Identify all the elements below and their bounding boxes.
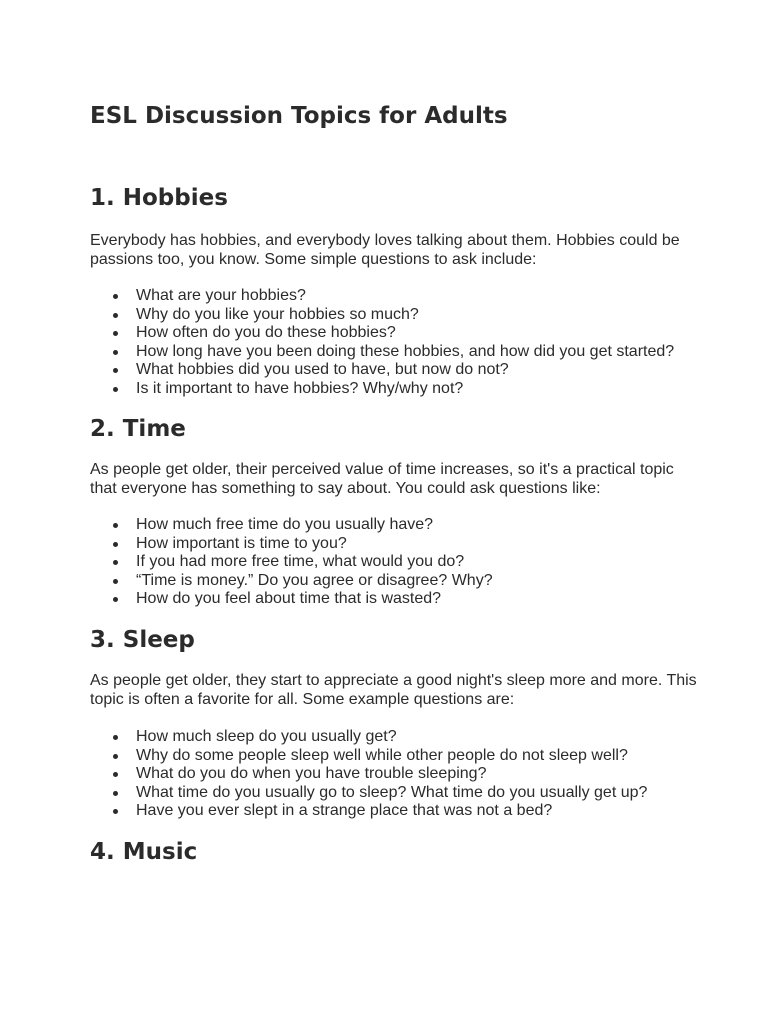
bullet-icon: [113, 523, 118, 528]
question-item: [90, 535, 493, 554]
bullet-icon: [113, 331, 118, 336]
question-item: [90, 784, 647, 803]
question-item: [90, 343, 674, 362]
question-item: [90, 747, 647, 766]
question-item: [90, 516, 493, 535]
bullet-icon: [113, 313, 118, 318]
section-intro-time: [90, 461, 700, 498]
bullet-icon: [113, 294, 118, 299]
intro-line: that everyone has something to say about. You could ask questions like:: [90, 479, 601, 497]
question-item: [90, 590, 493, 609]
bullet-icon: [113, 350, 118, 355]
question-text: What do you do when you have trouble sleeping?: [136, 765, 487, 783]
bullet-icon: [113, 772, 118, 777]
question-text: What are your hobbies?: [136, 287, 306, 304]
question-text: What time do you usually go to sleep? What time do you usually get up?: [136, 783, 648, 801]
question-list-time: [90, 516, 493, 609]
question-text: If you had more free time, what would you do?: [136, 553, 465, 571]
document-title: ESL Discussion Topics for Adults: [90, 103, 508, 129]
question-list-sleep: [90, 728, 647, 821]
intro-line: Everybody has hobbies, and everybody loves talking about them. Hobbies could be: [90, 232, 680, 249]
bullet-icon: [113, 560, 118, 565]
question-item: [90, 572, 493, 591]
bullet-icon: [113, 597, 118, 602]
bullet-icon: [113, 387, 118, 392]
section-heading-sleep: 3. Sleep: [90, 627, 195, 653]
intro-line: As people get older, their perceived value of time increases, so it's a practical topic: [90, 461, 674, 478]
question-text: How much free time do you usually have?: [136, 516, 434, 533]
bullet-icon: [113, 791, 118, 796]
bullet-icon: [113, 542, 118, 547]
question-text: Is it important to have hobbies? Why/why not?: [136, 379, 464, 397]
intro-line: topic is often a favorite for all. Some example questions are:: [90, 690, 515, 708]
section-heading-music: 4. Music: [90, 839, 198, 865]
bullet-icon: [113, 579, 118, 584]
question-item: [90, 380, 674, 399]
section-intro-sleep: [90, 672, 700, 709]
intro-line: passions too, you know. Some simple questions to ask include:: [90, 250, 537, 268]
question-item: [90, 553, 493, 572]
bullet-icon: [113, 754, 118, 759]
section-heading-hobbies: 1. Hobbies: [90, 185, 228, 211]
question-item: [90, 306, 674, 325]
question-text: What hobbies did you used to have, but now do not?: [136, 361, 509, 379]
question-item: [90, 287, 674, 306]
question-item: [90, 324, 674, 343]
question-text: Why do you like your hobbies so much?: [136, 305, 419, 323]
question-text: How important is time to you?: [136, 534, 347, 552]
question-text: Why do some people sleep well while other people do not sleep well?: [136, 746, 628, 764]
question-text: How often do you do these hobbies?: [136, 324, 396, 342]
question-item: [90, 802, 647, 821]
section-intro-hobbies: [90, 232, 700, 269]
question-text: How much sleep do you usually get?: [136, 728, 397, 745]
question-text: “Time is money.” Do you agree or disagree? Why?: [136, 571, 493, 589]
question-item: [90, 361, 674, 380]
bullet-icon: [113, 809, 118, 814]
question-list-hobbies: [90, 287, 674, 399]
question-item: [90, 765, 647, 784]
bullet-icon: [113, 735, 118, 740]
section-heading-time: 2. Time: [90, 416, 186, 442]
intro-line: As people get older, they start to appreciate a good night's sleep more and more. This: [90, 672, 697, 689]
question-text: How do you feel about time that is wasted?: [136, 590, 442, 608]
question-text: How long have you been doing these hobbies, and how did you get started?: [136, 342, 675, 360]
question-item: [90, 728, 647, 747]
bullet-icon: [113, 368, 118, 373]
question-text: Have you ever slept in a strange place that was not a bed?: [136, 802, 553, 820]
